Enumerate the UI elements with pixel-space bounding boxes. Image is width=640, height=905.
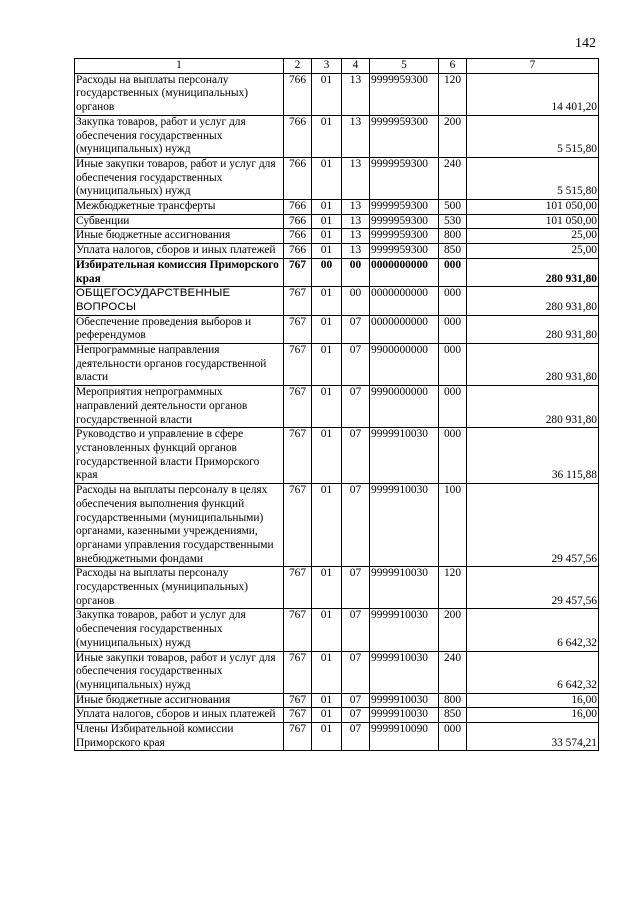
table-row [75, 258, 599, 286]
target-item-code-cell: 9999959300 [370, 214, 439, 229]
section-code-cell: 01 [312, 651, 342, 693]
ministry-code-cell: 767 [284, 287, 312, 315]
ministry-code-cell: 767 [284, 386, 312, 428]
amount-cell: 280 931,80 [467, 315, 599, 343]
amount-cell: 33 574,21 [467, 723, 599, 751]
subsection-code-cell: 07 [342, 567, 370, 609]
header-cell-4: 4 [342, 59, 370, 74]
subsection-code-cell: 13 [342, 229, 370, 244]
target-item-code-cell: 0000000000 [370, 315, 439, 343]
expense-type-code-cell: 200 [439, 609, 467, 651]
target-item-code-cell: 9999910030 [370, 428, 439, 484]
subsection-code-cell: 13 [342, 214, 370, 229]
subsection-code-cell: 07 [342, 315, 370, 343]
item-name-cell: ОБЩЕГОСУДАРСТВЕННЫЕ ВОПРОСЫ [75, 287, 284, 315]
amount-cell: 5 515,80 [467, 115, 599, 157]
table-row [75, 567, 599, 609]
section-code-cell: 01 [312, 344, 342, 386]
amount-cell: 16,00 [467, 708, 599, 723]
expense-type-code-cell: 000 [439, 315, 467, 343]
ministry-code-cell: 766 [284, 157, 312, 199]
section-code-cell: 01 [312, 200, 342, 215]
expense-type-code-cell: 100 [439, 484, 467, 567]
ministry-code-cell: 767 [284, 708, 312, 723]
expense-type-code-cell: 000 [439, 287, 467, 315]
table-row [75, 651, 599, 693]
section-code-cell: 01 [312, 428, 342, 484]
expense-type-code-cell: 850 [439, 244, 467, 259]
item-name-cell: Иные закупки товаров, работ и услуг для обеспечения государственных (муниципальных) нужд [75, 157, 284, 199]
target-item-code-cell: 9999910030 [370, 708, 439, 723]
target-item-code-cell: 9900000000 [370, 344, 439, 386]
table-row [75, 693, 599, 708]
subsection-code-cell: 13 [342, 157, 370, 199]
ministry-code-cell: 767 [284, 258, 312, 286]
budget-table [74, 58, 599, 751]
expense-type-code-cell: 000 [439, 344, 467, 386]
subsection-code-cell: 07 [342, 386, 370, 428]
expense-type-code-cell: 000 [439, 258, 467, 286]
target-item-code-cell: 9999959300 [370, 244, 439, 259]
expense-type-code-cell: 120 [439, 73, 467, 115]
ministry-code-cell: 766 [284, 200, 312, 215]
amount-cell: 25,00 [467, 244, 599, 259]
item-name-cell: Избирательная комиссия Приморского края [75, 258, 284, 286]
table-row [75, 386, 599, 428]
target-item-code-cell: 9999910090 [370, 723, 439, 751]
amount-cell: 280 931,80 [467, 344, 599, 386]
expense-type-code-cell: 120 [439, 567, 467, 609]
table-row [75, 315, 599, 343]
target-item-code-cell: 9999910030 [370, 693, 439, 708]
table-row [75, 287, 599, 315]
expense-type-code-cell: 800 [439, 693, 467, 708]
subsection-code-cell: 07 [342, 693, 370, 708]
target-item-code-cell: 9999910030 [370, 567, 439, 609]
target-item-code-cell: 9990000000 [370, 386, 439, 428]
section-code-cell: 01 [312, 693, 342, 708]
table-row [75, 708, 599, 723]
target-item-code-cell: 0000000000 [370, 287, 439, 315]
header-cell-7: 7 [467, 59, 599, 74]
header-cell-5: 5 [370, 59, 439, 74]
table-body [75, 59, 599, 751]
target-item-code-cell: 9999910030 [370, 484, 439, 567]
section-code-cell: 01 [312, 73, 342, 115]
section-code-cell: 01 [312, 115, 342, 157]
section-code-cell: 01 [312, 386, 342, 428]
expense-type-code-cell: 500 [439, 200, 467, 215]
expense-type-code-cell: 000 [439, 723, 467, 751]
subsection-code-cell: 00 [342, 258, 370, 286]
table-row [75, 484, 599, 567]
amount-cell: 6 642,32 [467, 651, 599, 693]
item-name-cell: Обеспечение проведения выборов и референдумов [75, 315, 284, 343]
target-item-code-cell: 9999959300 [370, 200, 439, 215]
item-name-cell: Уплата налогов, сборов и иных платежей [75, 708, 284, 723]
item-name-cell: Уплата налогов, сборов и иных платежей [75, 244, 284, 259]
subsection-code-cell: 00 [342, 287, 370, 315]
table-row [75, 344, 599, 386]
expense-type-code-cell: 200 [439, 115, 467, 157]
section-code-cell: 00 [312, 258, 342, 286]
section-code-cell: 01 [312, 708, 342, 723]
section-code-cell: 01 [312, 609, 342, 651]
subsection-code-cell: 13 [342, 200, 370, 215]
subsection-code-cell: 07 [342, 609, 370, 651]
table-row [75, 723, 599, 751]
target-item-code-cell: 9999959300 [370, 229, 439, 244]
target-item-code-cell: 9999910030 [370, 609, 439, 651]
section-code-cell: 01 [312, 229, 342, 244]
expense-type-code-cell: 530 [439, 214, 467, 229]
ministry-code-cell: 767 [284, 693, 312, 708]
amount-cell: 5 515,80 [467, 157, 599, 199]
item-name-cell: Мероприятия непрограммных направлений деятельности органов государственной власти [75, 386, 284, 428]
amount-cell: 16,00 [467, 693, 599, 708]
ministry-code-cell: 766 [284, 229, 312, 244]
item-name-cell: Непрограммные направления деятельности органов государственной власти [75, 344, 284, 386]
subsection-code-cell: 13 [342, 115, 370, 157]
target-item-code-cell: 9999959300 [370, 115, 439, 157]
ministry-code-cell: 767 [284, 723, 312, 751]
header-cell-3: 3 [312, 59, 342, 74]
ministry-code-cell: 767 [284, 567, 312, 609]
table-row [75, 214, 599, 229]
item-name-cell: Расходы на выплаты персоналу государственных (муниципальных) органов [75, 567, 284, 609]
amount-cell: 36 115,88 [467, 428, 599, 484]
ministry-code-cell: 766 [284, 214, 312, 229]
target-item-code-cell: 9999910030 [370, 651, 439, 693]
expense-type-code-cell: 850 [439, 708, 467, 723]
section-code-cell: 01 [312, 315, 342, 343]
item-name-cell: Расходы на выплаты персоналу в целях обеспечения выполнения функций государственными (муниципальными) органами, казенными учреждениями, органами управления государственными внебюджетными фондами [75, 484, 284, 567]
table-row [75, 73, 599, 115]
section-code-cell: 01 [312, 287, 342, 315]
table-row [75, 428, 599, 484]
amount-cell: 25,00 [467, 229, 599, 244]
table-row [75, 229, 599, 244]
ministry-code-cell: 766 [284, 115, 312, 157]
ministry-code-cell: 767 [284, 315, 312, 343]
expense-type-code-cell: 000 [439, 386, 467, 428]
item-name-cell: Иные бюджетные ассигнования [75, 693, 284, 708]
ministry-code-cell: 767 [284, 428, 312, 484]
amount-cell: 280 931,80 [467, 258, 599, 286]
subsection-code-cell: 13 [342, 244, 370, 259]
table-row [75, 157, 599, 199]
section-code-cell: 01 [312, 214, 342, 229]
amount-cell: 280 931,80 [467, 287, 599, 315]
expense-type-code-cell: 240 [439, 157, 467, 199]
subsection-code-cell: 07 [342, 484, 370, 567]
table-header-row [75, 59, 599, 74]
section-code-cell: 01 [312, 567, 342, 609]
header-cell-2: 2 [284, 59, 312, 74]
ministry-code-cell: 767 [284, 609, 312, 651]
item-name-cell: Расходы на выплаты персоналу государственных (муниципальных) органов [75, 73, 284, 115]
item-name-cell: Закупка товаров, работ и услуг для обеспечения государственных (муниципальных) нужд [75, 609, 284, 651]
target-item-code-cell: 0000000000 [370, 258, 439, 286]
ministry-code-cell: 767 [284, 344, 312, 386]
ministry-code-cell: 767 [284, 484, 312, 567]
amount-cell: 101 050,00 [467, 214, 599, 229]
expense-type-code-cell: 240 [439, 651, 467, 693]
subsection-code-cell: 07 [342, 651, 370, 693]
amount-cell: 29 457,56 [467, 567, 599, 609]
amount-cell: 280 931,80 [467, 386, 599, 428]
item-name-cell: Иные закупки товаров, работ и услуг для обеспечения государственных (муниципальных) нужд [75, 651, 284, 693]
section-code-cell: 01 [312, 157, 342, 199]
header-cell-1: 1 [75, 59, 284, 74]
subsection-code-cell: 07 [342, 344, 370, 386]
subsection-code-cell: 07 [342, 723, 370, 751]
expense-type-code-cell: 000 [439, 428, 467, 484]
table-row [75, 609, 599, 651]
target-item-code-cell: 9999959300 [370, 157, 439, 199]
target-item-code-cell: 9999959300 [370, 73, 439, 115]
expense-type-code-cell: 800 [439, 229, 467, 244]
subsection-code-cell: 07 [342, 708, 370, 723]
ministry-code-cell: 767 [284, 651, 312, 693]
item-name-cell: Члены Избирательной комиссии Приморского края [75, 723, 284, 751]
table-row [75, 244, 599, 259]
ministry-code-cell: 766 [284, 244, 312, 259]
section-code-cell: 01 [312, 244, 342, 259]
table-row [75, 115, 599, 157]
section-code-cell: 01 [312, 723, 342, 751]
amount-cell: 29 457,56 [467, 484, 599, 567]
item-name-cell: Руководство и управление в сфере установленных функций органов государственной власти Приморского края [75, 428, 284, 484]
header-cell-6: 6 [439, 59, 467, 74]
ministry-code-cell: 766 [284, 73, 312, 115]
amount-cell: 101 050,00 [467, 200, 599, 215]
item-name-cell: Закупка товаров, работ и услуг для обеспечения государственных (муниципальных) нужд [75, 115, 284, 157]
item-name-cell: Межбюджетные трансферты [75, 200, 284, 215]
amount-cell: 14 401,20 [467, 73, 599, 115]
item-name-cell: Иные бюджетные ассигнования [75, 229, 284, 244]
table-row [75, 200, 599, 215]
subsection-code-cell: 07 [342, 428, 370, 484]
page-number: 142 [575, 36, 596, 51]
amount-cell: 6 642,32 [467, 609, 599, 651]
subsection-code-cell: 13 [342, 73, 370, 115]
item-name-cell: Субвенции [75, 214, 284, 229]
section-code-cell: 01 [312, 484, 342, 567]
